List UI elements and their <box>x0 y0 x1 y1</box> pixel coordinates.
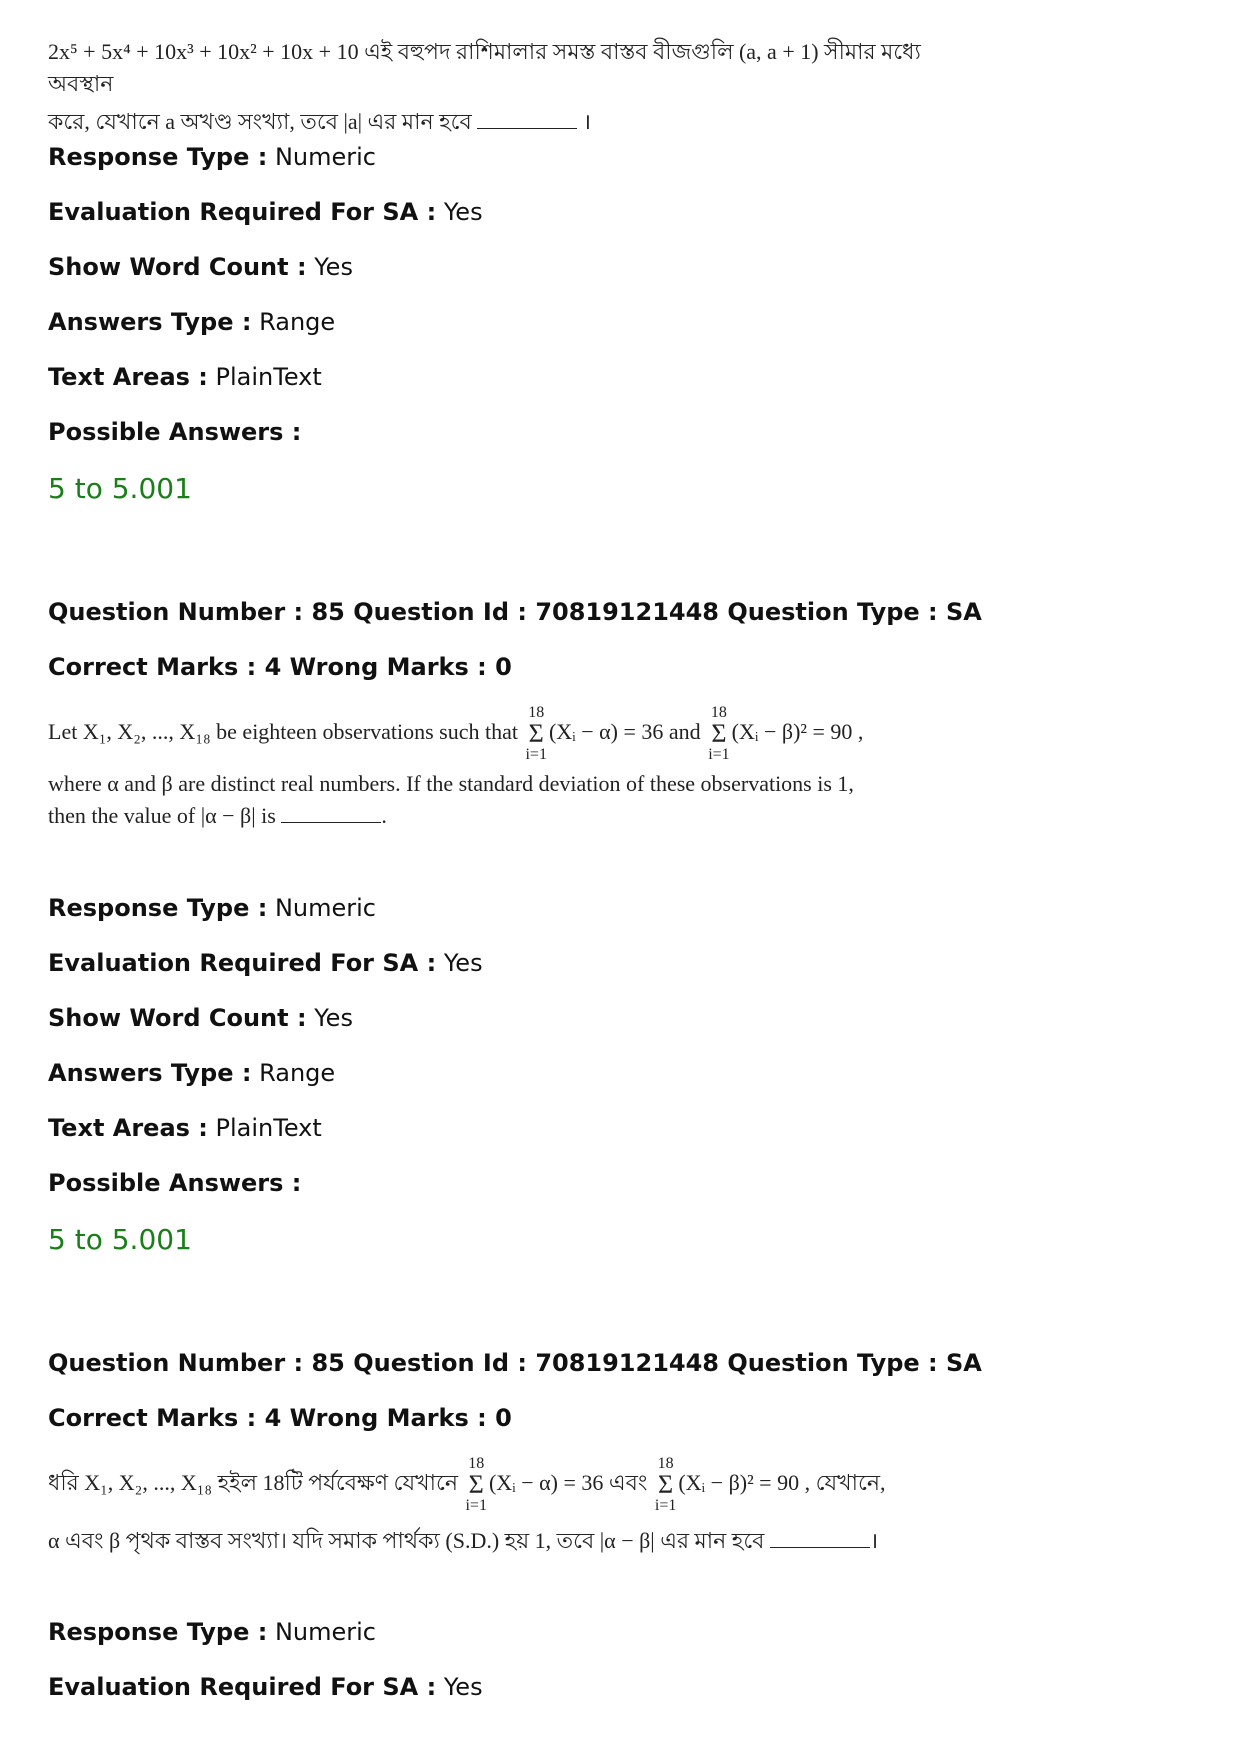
question-marks: Correct Marks : 4 Wrong Marks : 0 <box>48 653 512 681</box>
field-response-type: Response Type : Numeric <box>48 894 376 922</box>
field-possible-answers: Possible Answers : <box>48 1169 302 1197</box>
question-text-line: 2x⁵ + 5x⁴ + 10x³ + 10x² + 10x + 10 এই বহুপদ রাশিমালার সমস্ত বাস্তব বীজগুলি (a, a + 1) সীমার মধ্যে অবস্থান <box>48 39 921 96</box>
question-image-1: 2x⁵ + 5x⁴ + 10x³ + 10x² + 10x + 10 এই বহুপদ রাশিমালার সমস্ত বাস্তব বীজগুলি (a, a + 1) সীমার মধ্যে অবস্থান করে, যেখানে a অখণ্ড সংখ্যা, তবে |a| এর মান হবে । <box>48 36 948 138</box>
question-text-line: where α and β are distinct real numbers. If the standard deviation of these observations is 1, <box>48 771 854 796</box>
question-marks: Correct Marks : 4 Wrong Marks : 0 <box>48 1404 512 1432</box>
possible-answer: 5 to 5.001 <box>48 472 192 505</box>
summation-symbol: 18 Σ i=1 <box>654 1455 677 1514</box>
summation-symbol: 18 Σ i=1 <box>525 704 547 763</box>
summation-symbol: 18 Σ i=1 <box>708 704 730 763</box>
field-text-areas: Text Areas : PlainText <box>48 363 322 391</box>
field-answers-type: Answers Type : Range <box>48 308 336 336</box>
question-header: Question Number : 85 Question Id : 70819121448 Question Type : SA <box>48 598 982 626</box>
field-answers-type: Answers Type : Range <box>48 1059 336 1087</box>
question-text-line: করে, যেখানে a অখণ্ড সংখ্যা, তবে |a| এর মান হবে <box>48 109 472 134</box>
field-evaluation-required: Evaluation Required For SA : Yes <box>48 1673 483 1701</box>
field-show-word-count: Show Word Count : Yes <box>48 253 353 281</box>
field-show-word-count: Show Word Count : Yes <box>48 1004 353 1032</box>
question-text-line: α এবং β পৃথক বাস্তব সংখ্যা। যদি সমাক পার্থক্য (S.D.) হয় 1, তবে |α − β| এর মান হবে <box>48 1528 765 1553</box>
possible-answer: 5 to 5.001 <box>48 1223 192 1256</box>
question-image-2: Let X₁, X₂, ..., X₁₈ be eighteen observations such that 18 Σ i=1 (Xᵢ − α) = 36 and 18 Σ i=1 (Xᵢ − β)² = 90 , where α and β are distinct real numbers. If the standard deviation of these observations is 1, then the value of |α − β| is . <box>48 704 948 832</box>
field-possible-answers: Possible Answers : <box>48 418 302 446</box>
answer-blank <box>477 110 577 129</box>
answer-blank <box>281 804 381 823</box>
field-evaluation-required: Evaluation Required For SA : Yes <box>48 949 483 977</box>
answer-blank <box>770 1529 870 1548</box>
summation-symbol: 18 Σ i=1 <box>465 1455 487 1514</box>
question-header: Question Number : 85 Question Id : 70819121448 Question Type : SA <box>48 1349 982 1377</box>
field-text-areas: Text Areas : PlainText <box>48 1114 322 1142</box>
field-response-type: Response Type : Numeric <box>48 143 376 171</box>
question-image-3: ধরি X₁, X₂, ..., X₁₈ হইল 18টি পর্যবেক্ষণ যেখানে 18 Σ i=1 (Xᵢ − α) = 36 এবং 18 Σ i=1 (Xᵢ − β)² = 90 , যেখানে, α এবং β পৃথক বাস্তব সংখ্যা। যদি সমাক পার্থক্য (S.D.) হয় 1, তবে |α − β| এর মান হবে । <box>48 1455 886 1553</box>
question-text-line: then the value of |α − β| is <box>48 803 276 828</box>
field-response-type: Response Type : Numeric <box>48 1618 376 1646</box>
field-evaluation-required: Evaluation Required For SA : Yes <box>48 198 483 226</box>
